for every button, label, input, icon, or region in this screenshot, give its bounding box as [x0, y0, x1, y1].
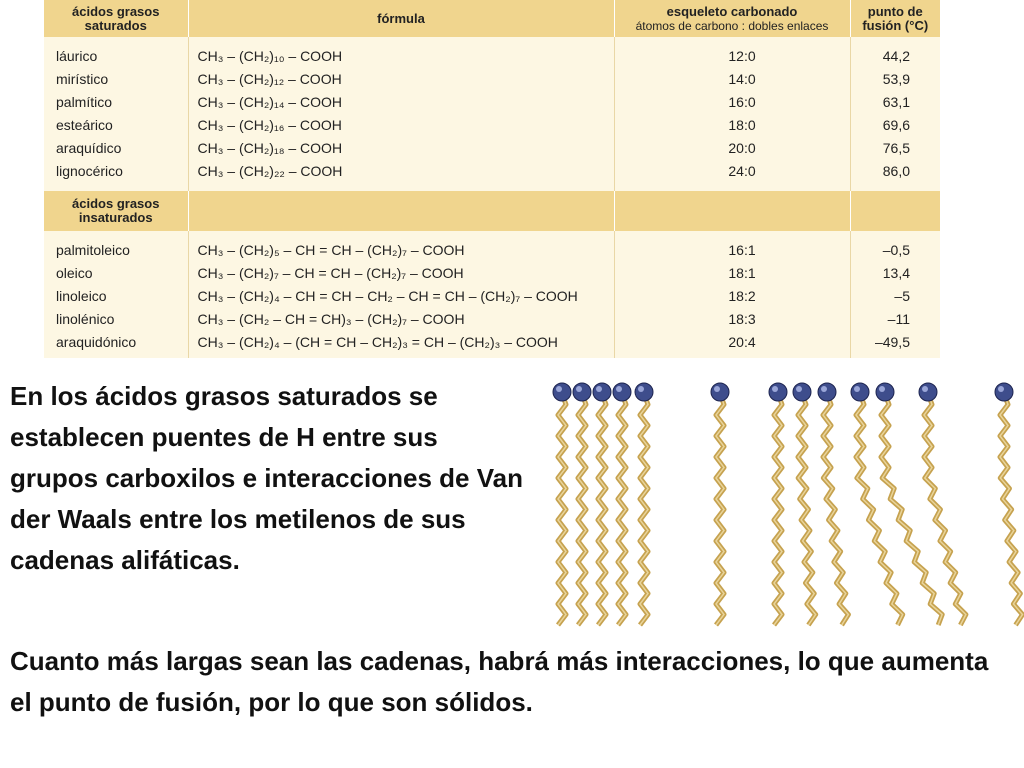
header-unsaturated: ácidos grasos insaturados [44, 191, 188, 231]
acid-formula: CH₃ – (CH₂)₁₄ – COOH [188, 91, 614, 114]
acid-melting-point: –0,5 [882, 242, 910, 258]
fatty-acid-chain [553, 383, 571, 625]
table-row [44, 160, 940, 191]
table-row [44, 262, 940, 285]
header-skeleton-title: esqueleto carbonado [666, 3, 798, 19]
acid-name: araquidónico [44, 331, 188, 358]
acid-formula: CH₃ – (CH₂)₄ – CH = CH – CH₂ – CH = CH – (CH₂)₇ – COOH [188, 285, 614, 308]
fatty-acid-chain [711, 383, 729, 625]
header-melting-point: punto de fusión (°C) [850, 0, 940, 37]
acid-skeleton: 18:2 [614, 285, 850, 308]
acid-skeleton: 12:0 [614, 37, 850, 68]
carboxyl-head [851, 383, 869, 401]
carboxyl-head [793, 383, 811, 401]
table-row [44, 285, 940, 308]
fatty-acid-chain [793, 383, 816, 625]
acid-name: esteárico [44, 114, 188, 137]
acid-skeleton: 18:0 [614, 114, 850, 137]
acid-melting-point: –11 [887, 311, 910, 327]
acid-melting-point: 69,6 [882, 117, 910, 133]
fatty-acid-chain [995, 383, 1023, 625]
carboxyl-head [818, 383, 836, 401]
acid-melting-point: 13,4 [882, 265, 910, 281]
acid-formula: CH₃ – (CH₂)₇ – CH = CH – (CH₂)₇ – COOH [188, 262, 614, 285]
fatty-acid-chain [769, 383, 787, 625]
acid-skeleton: 16:0 [614, 91, 850, 114]
table-row [44, 114, 940, 137]
carboxyl-head [593, 383, 611, 401]
carboxyl-head [573, 383, 591, 401]
carboxyl-head [613, 383, 631, 401]
header-skeleton [614, 0, 850, 37]
table-row [44, 68, 940, 91]
acid-name: linolénico [44, 308, 188, 331]
carboxyl-head [635, 383, 653, 401]
fatty-acid-chain [573, 383, 591, 625]
table-row [44, 91, 940, 114]
acid-name: oleico [44, 262, 188, 285]
carboxyl-head [711, 383, 729, 401]
header-saturated: ácidos grasos saturados [44, 0, 188, 37]
table-row [44, 231, 940, 262]
saturated-explanation: En los ácidos grasos saturados se establecen puentes de H entre sus grupos carboxilos e interacciones de Van der Waals entre los metilenos de sus cadenas alifáticas. [10, 381, 523, 575]
fatty-acids-table [44, 0, 940, 358]
acid-formula: CH₃ – (CH₂)₁₆ – COOH [188, 114, 614, 137]
acid-skeleton: 20:0 [614, 137, 850, 160]
table-row [44, 308, 940, 331]
acid-name: linoleico [44, 285, 188, 308]
acid-name: lignocérico [44, 160, 188, 191]
carboxyl-head [553, 383, 571, 401]
fatty-acid-chain [818, 383, 848, 625]
carboxyl-head [876, 383, 894, 401]
fatty-acid-chain [635, 383, 653, 625]
acid-skeleton: 16:1 [614, 231, 850, 262]
acid-formula: CH₃ – (CH₂)₅ – CH = CH – (CH₂)₇ – COOH [188, 231, 614, 262]
acid-formula: CH₃ – (CH₂)₁₀ – COOH [188, 37, 614, 68]
carboxyl-head [995, 383, 1013, 401]
fatty-acid-chain [613, 383, 631, 625]
acid-melting-point: –49,5 [874, 334, 910, 350]
acid-melting-point: 63,1 [882, 94, 910, 110]
unsaturated-rows [44, 231, 940, 358]
acid-melting-point: 44,2 [882, 48, 910, 64]
acid-formula: CH₃ – (CH₂)₁₈ – COOH [188, 137, 614, 160]
acid-melting-point: –5 [894, 288, 910, 304]
carboxyl-head [919, 383, 937, 401]
acid-skeleton: 18:3 [614, 308, 850, 331]
acid-name: palmitoleico [44, 231, 188, 262]
acid-melting-point: 76,5 [882, 140, 910, 156]
acid-skeleton: 20:4 [614, 331, 850, 358]
acid-skeleton: 18:1 [614, 262, 850, 285]
header-formula: fórmula [188, 0, 614, 37]
fatty-acid-chain [593, 383, 611, 625]
saturated-rows [44, 37, 940, 191]
acid-skeleton: 24:0 [614, 160, 850, 191]
acid-name: láurico [44, 37, 188, 68]
fatty-acid-chains-illustration [540, 374, 1024, 636]
acid-name: mirístico [44, 68, 188, 91]
acid-melting-point: 53,9 [882, 71, 910, 87]
acid-melting-point: 86,0 [882, 163, 910, 179]
acid-skeleton: 14:0 [614, 68, 850, 91]
acid-formula: CH₃ – (CH₂)₄ – (CH = CH – CH₂)₃ = CH – (CH₂)₃ – COOH [188, 331, 614, 358]
acid-formula: CH₃ – (CH₂)₂₂ – COOH [188, 160, 614, 191]
table-row [44, 37, 940, 68]
chain-length-explanation: Cuanto más largas sean las cadenas, habrá más interacciones, lo que aumenta el punto de fusión, por lo que son sólidos. [10, 646, 989, 717]
table-row [44, 331, 940, 358]
acid-formula: CH₃ – (CH₂ – CH = CH)₃ – (CH₂)₇ – COOH [188, 308, 614, 331]
table-row [44, 137, 940, 160]
header-skeleton-sub: átomos de carbono : dobles enlaces [635, 18, 829, 33]
carboxyl-head [769, 383, 787, 401]
acid-name: palmítico [44, 91, 188, 114]
acid-name: araquídico [44, 137, 188, 160]
acid-formula: CH₃ – (CH₂)₁₂ – COOH [188, 68, 614, 91]
